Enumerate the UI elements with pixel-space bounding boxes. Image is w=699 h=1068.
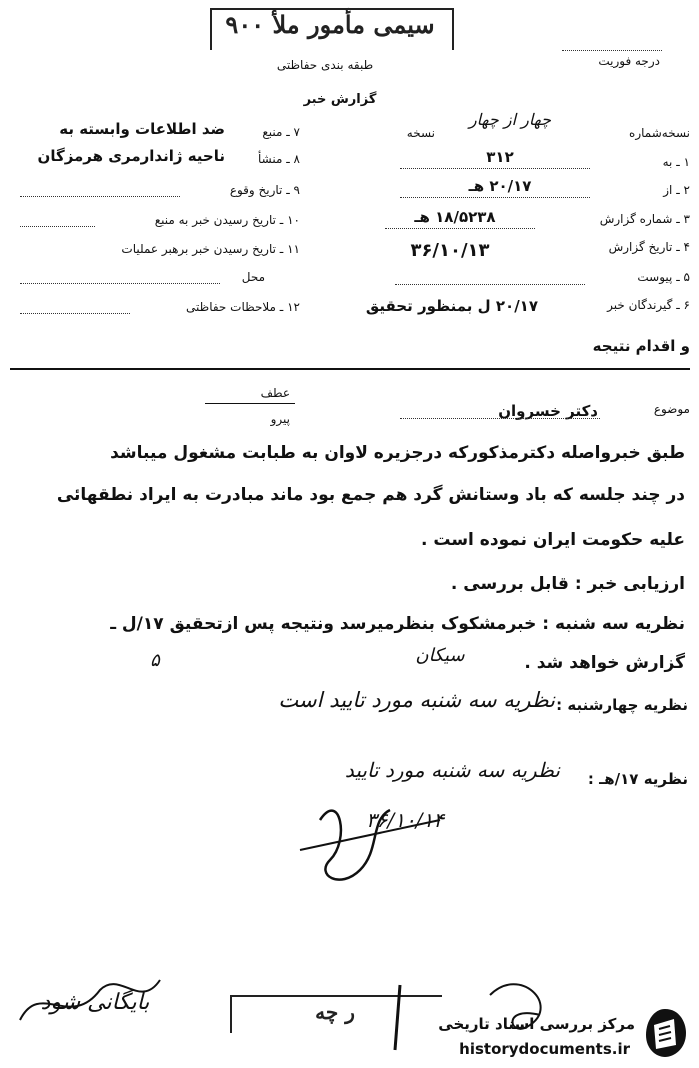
- tuesday-note-line-2: گزارش خواهد شد .: [524, 653, 685, 673]
- field-origin-label: ۸ ـ منشأ: [257, 152, 300, 166]
- signature-mark: [280, 780, 450, 900]
- field-security-notes-label: ۱۲ ـ ملاحظات حفاظتی: [186, 300, 300, 314]
- field-to-dots: [400, 168, 590, 169]
- section-divider: [10, 368, 690, 370]
- copy-number-label: نسخه‌شماره: [629, 126, 690, 140]
- field-source-receive-date-dots: [20, 226, 95, 227]
- field-report-date-label: ۴ ـ تاریخ گزارش: [608, 240, 690, 254]
- assessment-line: ارزیابی خبر : قابل بررسی .: [450, 574, 685, 594]
- subject-label: موضوع: [653, 402, 690, 416]
- field-report-date-value: ۳۶/۱۰/۱۳: [410, 240, 490, 261]
- hd17-note-handwritten: نظریه سه شنبه مورد تایید: [344, 758, 560, 782]
- field-source-label: ۷ ـ منبع: [262, 125, 300, 139]
- field-occurrence-date-label: ۹ ـ تاریخ وقوع: [229, 183, 300, 197]
- bottom-stamp-text: ر چه: [315, 1000, 355, 1024]
- field-location-dots: [20, 283, 220, 284]
- field-source-value: ضد اطلاعات وابسته به: [59, 120, 225, 138]
- watermark-en: historydocuments.ir: [459, 1040, 630, 1058]
- hd17-note-date: ۳۶/۱۰/۱۴: [366, 808, 444, 832]
- body-line-2: در چند جلسه که باد وستانش گرد هم جمع بود ماند مبادرت به ایراد نطقهائی: [56, 485, 685, 505]
- reference-label: عطف: [260, 386, 290, 400]
- field-recipients-continued: و اقدام نتیجه: [592, 337, 690, 355]
- wednesday-note-label: نظریه چهارشنبه :: [556, 696, 688, 714]
- field-origin-value: ناحیه ژاندارمری هرمزگان: [37, 147, 225, 165]
- copy-suffix: نسخه: [406, 126, 435, 140]
- field-attachment-label: ۵ ـ پیوست: [637, 270, 690, 284]
- report-title: گزارش خبر: [303, 92, 377, 107]
- body-line-3: علیه حکومت ایران نموده است .: [420, 530, 685, 550]
- field-attachment-dots: [395, 284, 585, 285]
- body-line-1: طبق خبرواصله دکترمذکورکه درجزیره لاوان به طبابت مشغول میباشد: [110, 443, 685, 463]
- priority-label: درجه فوریت: [598, 54, 660, 68]
- priority-dots: [562, 50, 662, 51]
- field-recipients-value: ۲۰/۱۷ ل بمنظور تحقیق: [365, 297, 538, 315]
- field-from-label: ۲ ـ از: [663, 183, 690, 197]
- tuesday-note-line-1: نظریه سه شنبه : خبرمشکوک بنظرمیرسد ونتیجه پس ازتحقیق ۱۷/ل ـ: [110, 614, 685, 634]
- wednesday-note-mark: ۵: [150, 650, 160, 671]
- hd17-note-label: نظریه ۱۷/هـ :: [587, 770, 688, 788]
- field-report-number-label: ۳ ـ شماره گزارش: [599, 212, 690, 226]
- field-to-value: ۳۱۲: [486, 148, 514, 166]
- watermark-fa: مرکز بررسی اسناد تاریخی: [438, 1015, 635, 1033]
- field-report-number-value: ۱۸/۵۲۳۸ هـ: [414, 208, 496, 226]
- field-from-dots: [400, 197, 590, 198]
- field-report-number-dots: [385, 228, 535, 229]
- bottom-handwritten-left: بایگانی شود: [40, 990, 150, 1015]
- watermark-logo-icon: [640, 1005, 690, 1061]
- field-to-label: ۱ ـ به: [662, 155, 690, 169]
- field-from-value: ۲۰/۱۷ هـ: [468, 177, 532, 195]
- top-stamp-text: سیمی مأمور ملأ ۹۰۰: [225, 10, 435, 39]
- field-source-receive-date-label: ۱۰ ـ تاریخ رسیدن خبر به منبع: [154, 213, 300, 227]
- subject-dots: [400, 418, 600, 419]
- follow-up-label: پیرو: [270, 412, 290, 426]
- subject-value: دکتر خسروان: [498, 402, 598, 420]
- field-occurrence-date-dots: [20, 196, 180, 197]
- field-ops-receive-date-label: ۱۱ ـ تاریخ رسیدن خبر برهبر عملیات: [121, 242, 300, 256]
- field-security-notes-dots: [20, 313, 130, 314]
- bottom-left-scribble: [10, 960, 170, 1040]
- wednesday-note-handwritten: نظریه سه شنبه مورد تایید است: [278, 688, 555, 712]
- field-location-label: محل: [241, 270, 265, 284]
- classification-label: طبقه بندی حفاظتی: [276, 58, 374, 72]
- reference-line: [205, 403, 295, 404]
- tuesday-initials: سیکان: [415, 645, 465, 666]
- copy-number-value: چهار از چهار: [468, 110, 552, 129]
- field-recipients-label: ۶ ـ گیرندگان خبر: [607, 298, 690, 312]
